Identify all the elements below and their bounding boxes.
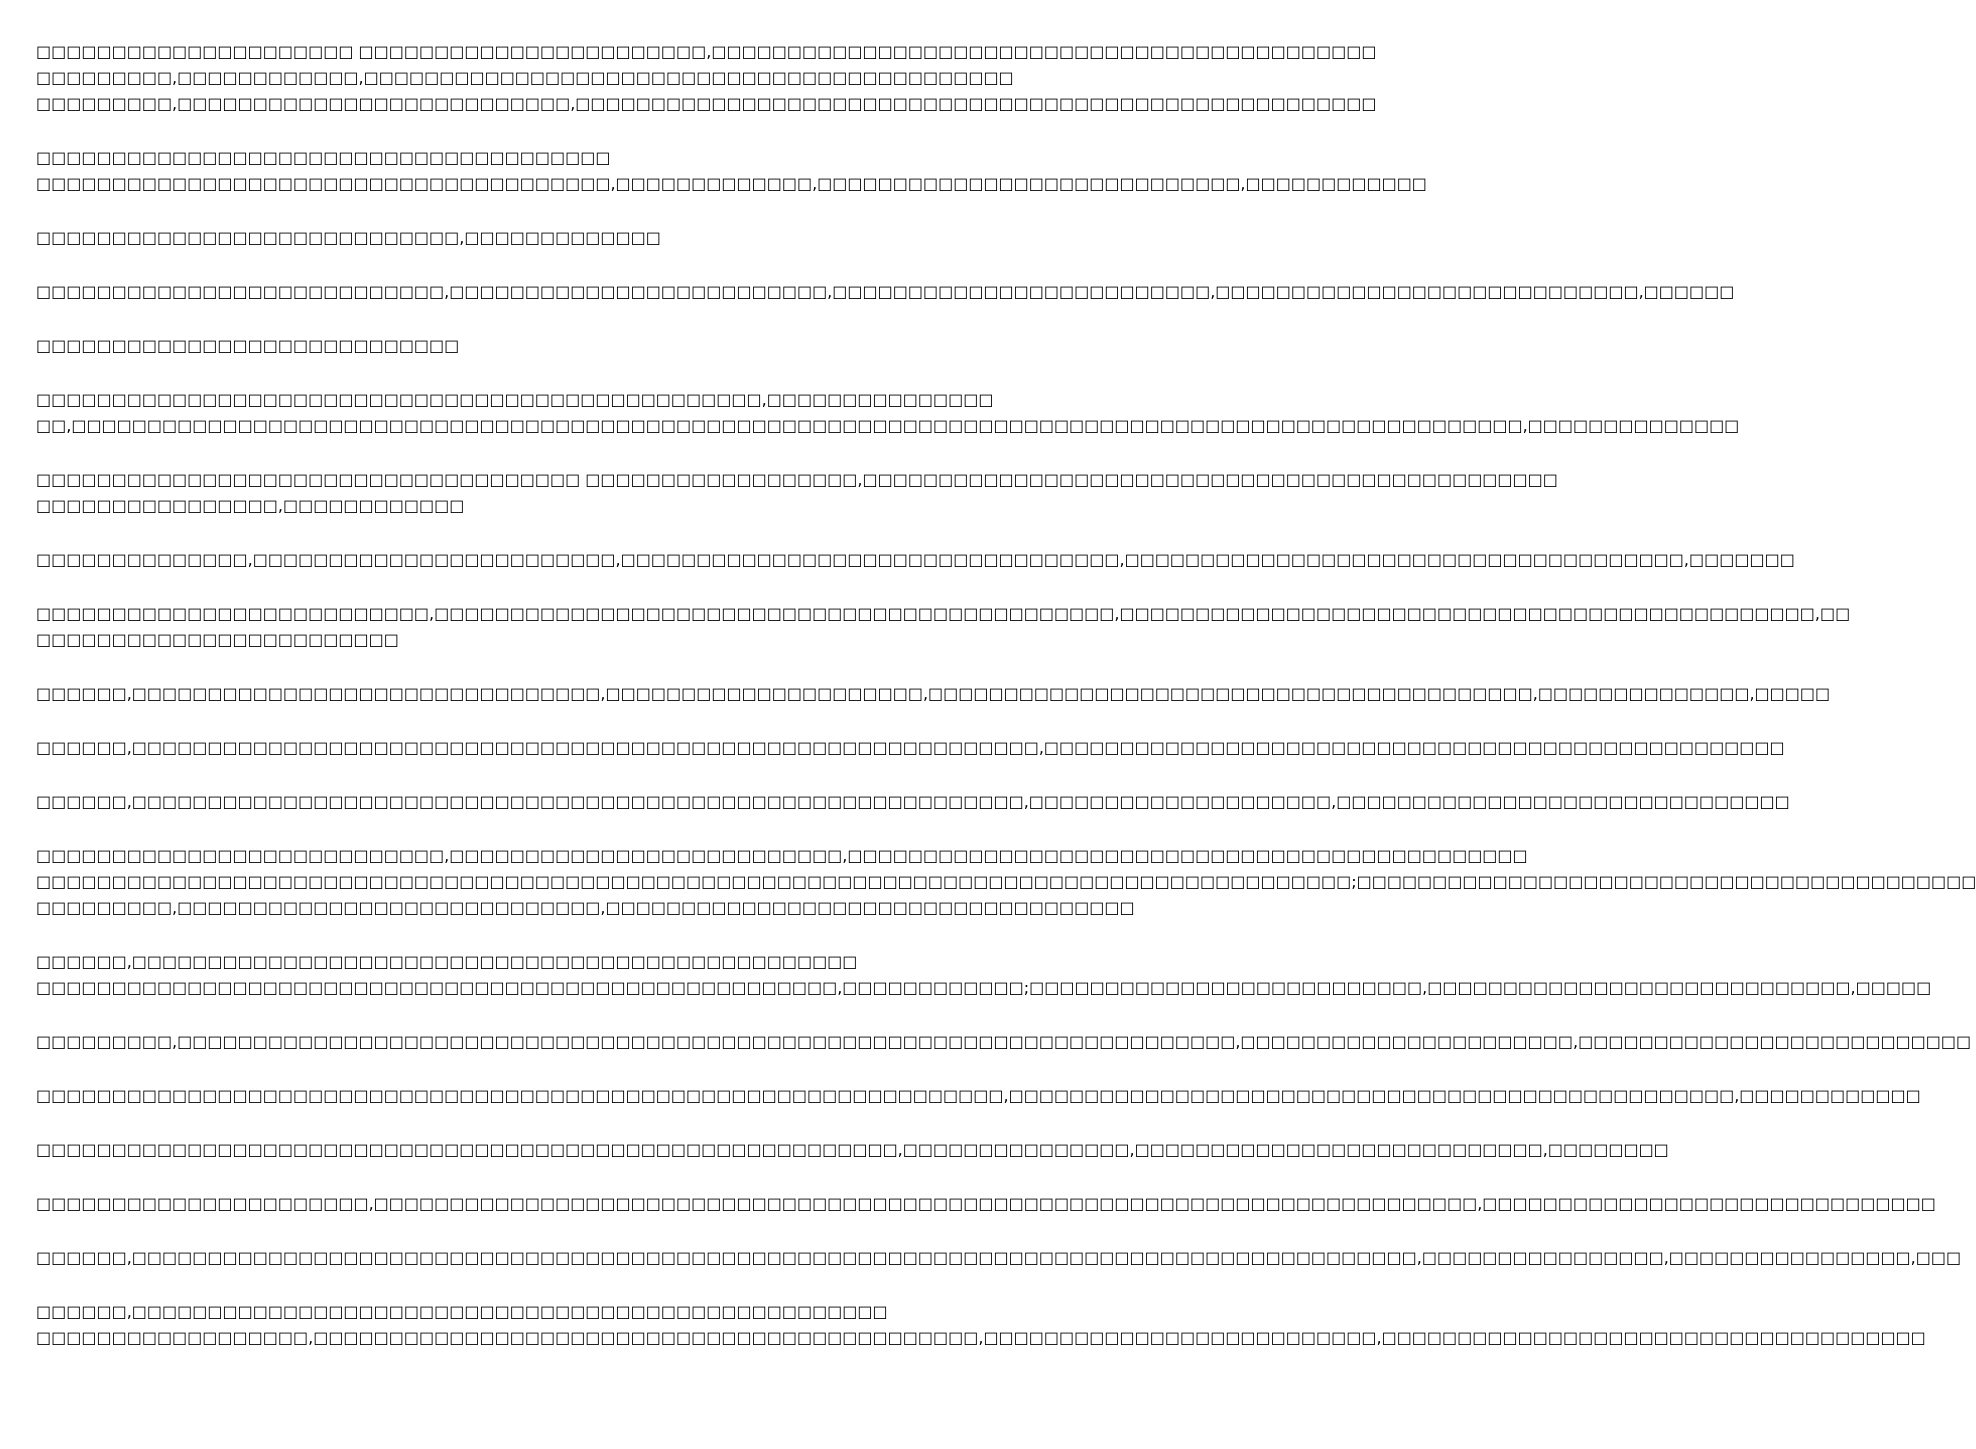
- text-line: □□□□□□□□□□□□□□□□□□□□□□□□□□□□□□□□□□□□□□□□□□□□□□□□□□□□□□□□□,□□□□□□□□□□□□□□□,□□□□□□□□□□□□□□□□□□□□□□□□□□□,□□□□□□□□: [36, 1140, 1669, 1159]
- text-line: □□□□□□□□□□□□□□□□□□□□□□□□□□□,□□□□□□□□□□□□□□□□□□□□□□□□□□,□□□□□□□□□□□□□□□□□□□□□□□□□□□□□□□□□□□□□□□□□□□□□: [36, 846, 1528, 865]
- text-line: □□□□□□□□□□□□□□□□□□□□□□□□□□□□□□□□□□□□□□,□□□□□□□□□□□□□,□□□□□□□□□□□□□□□□□□□□□□□□□□□□,□□□□□□□□□□□□: [36, 174, 1427, 193]
- text-line: □□□□□□,□□□□□□□□□□□□□□□□□□□□□□□□□□□□□□□□□□□□□□□□□□□□□□□□□□□□□□□□□□□□□□□□□□□□□□□□□□□□□□□□□□□□□,□□□□□□□□□□□□□□□□,□□□□□□□□□□□□□□□□,□□□: [36, 1248, 1962, 1267]
- paragraph: [36, 145, 1427, 197]
- text-line: □□□□□□□□□,□□□□□□□□□□□□□□□□□□□□□□□□□□,□□□□□□□□□□□□□□□□□□□□□□□□□□□□□□□□□□□□□□□□□□□□□□□□□□□□□: [36, 94, 1377, 113]
- paragraph: [36, 843, 1976, 921]
- text-line: □□□□□□,□□□□□□□□□□□□□□□□□□□□□□□□□□□□□□□□□□□□□□□□□□□□□□□□□□: [36, 1302, 888, 1321]
- text-line: □□□□□□,□□□□□□□□□□□□□□□□□□□□□□□□□□□□□□□□□□□□□□□□□□□□□□□□□□□□□□□□□□□□,□□□□□□□□□□□□□□□□□□□□□□□□□□□□□□□□□□□□□□□□□□□□□□□□□: [36, 738, 1785, 757]
- paragraph: [36, 225, 990, 251]
- paragraph: [36, 1191, 1936, 1217]
- text-line: □□,□□□□□□□□□□□□□□□□□□□□□□□□□□□□□□□□□□□□□□□□□□□□□□□□□□□□□□□□□□□□□□□□□□□□□□□□□□□□□□□□□□□□□□□□□□□□□□□□,□□□□□□□□□□□□□□: [36, 416, 1740, 435]
- text-line: □□□□□□□□□□□□□□□□□□□□□□□□□□□□□□□□□□□□□□□□□□□□□□□□□□□□□□□□□□□□□□□□□□□□□□□□□□□□□□□□□□□□□□□;□□□□□□□□□□□□□□□□□□□□□□□□□□□□□□□□□□□□□□□□□: [36, 872, 1976, 891]
- text-line: □□□□□□□□□□□□□□□□□□□□□□□□□□□□□□□□□□□□ □□□□□□□□□□□□□□□□□□,□□□□□□□□□□□□□□□□□□□□□□□□□□□□□□□□□□□□□□□□□□□□□□: [36, 470, 1558, 489]
- text-line: □□□□□□,□□□□□□□□□□□□□□□□□□□□□□□□□□□□□□□□□□□□□□□□□□□□□□□□: [36, 952, 858, 971]
- text-line: □□□□□□□□□□□□□□□□□□□□□□□□□□□,□□□□□□□□□□□□□□□□□□□□□□□□□,□□□□□□□□□□□□□□□□□□□□□□□□□,□□□□□□□□□□□□□□□□□□□□□□□□□□□□,□□□□□□: [36, 282, 1735, 301]
- text-line: □□□□□□□□□□□□□□□□□□□□□□□□□□□□□□□□□□□□□□□□□□□□□□□□□□□□□□□□□□□□□□□□,□□□□□□□□□□□□□□□□□□□□□□□□□□□□□□□□□□□□□□□□□□□□□□□□,□□□□□□□□□□□□: [36, 1086, 1921, 1105]
- text-line: □□□□□□,□□□□□□□□□□□□□□□□□□□□□□□□□□□□□□□□□□□□□□□□□□□□□□□□□□□□□□□□□□□,□□□□□□□□□□□□□□□□□□□□,□□□□□□□□□□□□□□□□□□□□□□□□□□□□□□: [36, 792, 1790, 811]
- text-line: □□□□□□□□□□□□□□□□□□□□□□□□□□□□: [36, 336, 460, 355]
- text-line: □□□□□□□□□□□□□□,□□□□□□□□□□□□□□□□□□□□□□□□,□□□□□□□□□□□□□□□□□□□□□□□□□□□□□□□□□,□□□□□□□□□□□□□□□□□□□□□□□□□□□□□□□□□□□□□,□□□□□□□: [36, 550, 1795, 569]
- paragraph: [36, 681, 1831, 707]
- paragraph: [36, 1299, 1926, 1351]
- paragraph: [36, 789, 1790, 815]
- paragraph: [36, 949, 1932, 1001]
- text-line: □□□□□□□□□□□□□□□□□□□□□□,□□□□□□□□□□□□□□□□□□□□□□□□□□□□□□□□□□□□□□□□□□□□□□□□□□□□□□□□□□□□□□□□□□□□□□□□□,□□□□□□□□□□□□□□□□□□□□□□□□□□□□□□: [36, 1194, 1936, 1213]
- paragraph: [36, 333, 990, 359]
- text-line: □□□□□□□□□□□□□□□□□□□□□□□□□□□□□□□□□□□□□□□□□□□□□□□□,□□□□□□□□□□□□□□□: [36, 390, 994, 409]
- paragraph: [36, 387, 1740, 439]
- text-line: □□□□□□□□□□□□□□□□□□□□□□□□□□□□,□□□□□□□□□□□□□: [36, 228, 661, 247]
- paragraph: [36, 1245, 1962, 1271]
- text-line: □□□□□□□□□□□□□□□□□□□□□□□□□□□□□□□□□□□□□□: [36, 148, 611, 167]
- text-line: □□□□□□□□□□□□□□□□□□,□□□□□□□□□□□□□□□□□□□□□□□□□□□□□□□□□□□□□□□□□□□□,□□□□□□□□□□□□□□□□□□□□□□□□□□,□□□□□□□□□□□□□□□□□□□□□□□□□□□□□□□□□□□□: [36, 1328, 1926, 1347]
- paragraph: [36, 39, 1377, 117]
- paragraph: [36, 547, 1795, 573]
- text-line: □□□□□□□□□,□□□□□□□□□□□□,□□□□□□□□□□□□□□□□□□□□□□□□□□□□□□□□□□□□□□□□□□□: [36, 68, 1014, 87]
- text-line: □□□□□□□□□□□□□□□□,□□□□□□□□□□□□: [36, 496, 465, 515]
- text-line: □□□□□□□□□□□□□□□□□□□□□□□□: [36, 630, 399, 649]
- document-body: [36, 39, 1976, 1379]
- paragraph: [36, 467, 1558, 519]
- paragraph: [36, 1029, 1972, 1055]
- paragraph: [36, 601, 1851, 653]
- paragraph: [36, 1083, 1921, 1109]
- text-line: □□□□□□□□□□□□□□□□□□□□□ □□□□□□□□□□□□□□□□□□□□□□□,□□□□□□□□□□□□□□□□□□□□□□□□□□□□□□□□□□□□□□□□□□□□: [36, 42, 1377, 61]
- paragraph: [36, 735, 1785, 761]
- text-line: □□□□□□□□□,□□□□□□□□□□□□□□□□□□□□□□□□□□□□,□□□□□□□□□□□□□□□□□□□□□□□□□□□□□□□□□□□: [36, 898, 1135, 917]
- paragraph: [36, 1137, 1669, 1163]
- paragraph: [36, 279, 1735, 305]
- text-line: □□□□□□□□□,□□□□□□□□□□□□□□□□□□□□□□□□□□□□□□□□□□□□□□□□□□□□□□□□□□□□□□□□□□□□□□□□□□□□□□,□□□□□□□□□□□□□□□□□□□□□□,□□□□□□□□□□□□□□□□□□□□□□□□□□: [36, 1032, 1972, 1051]
- text-line: □□□□□□□□□□□□□□□□□□□□□□□□□□,□□□□□□□□□□□□□□□□□□□□□□□□□□□□□□□□□□□□□□□□□□□□□,□□□□□□□□□□□□□□□□□□□□□□□□□□□□□□□□□□□□□□□□□□□□□□,□□: [36, 604, 1851, 623]
- text-line: □□□□□□,□□□□□□□□□□□□□□□□□□□□□□□□□□□□□□□,□□□□□□□□□□□□□□□□□□□□□,□□□□□□□□□□□□□□□□□□□□□□□□□□□□□□□□□□□□□□□□,□□□□□□□□□□□□□□,□□□□□: [36, 684, 1831, 703]
- text-line: □□□□□□□□□□□□□□□□□□□□□□□□□□□□□□□□□□□□□□□□□□□□□□□□□□□□□,□□□□□□□□□□□□;□□□□□□□□□□□□□□□□□□□□□□□□□□,□□□□□□□□□□□□□□□□□□□□□□□□□□□□,□□□□□: [36, 978, 1932, 997]
